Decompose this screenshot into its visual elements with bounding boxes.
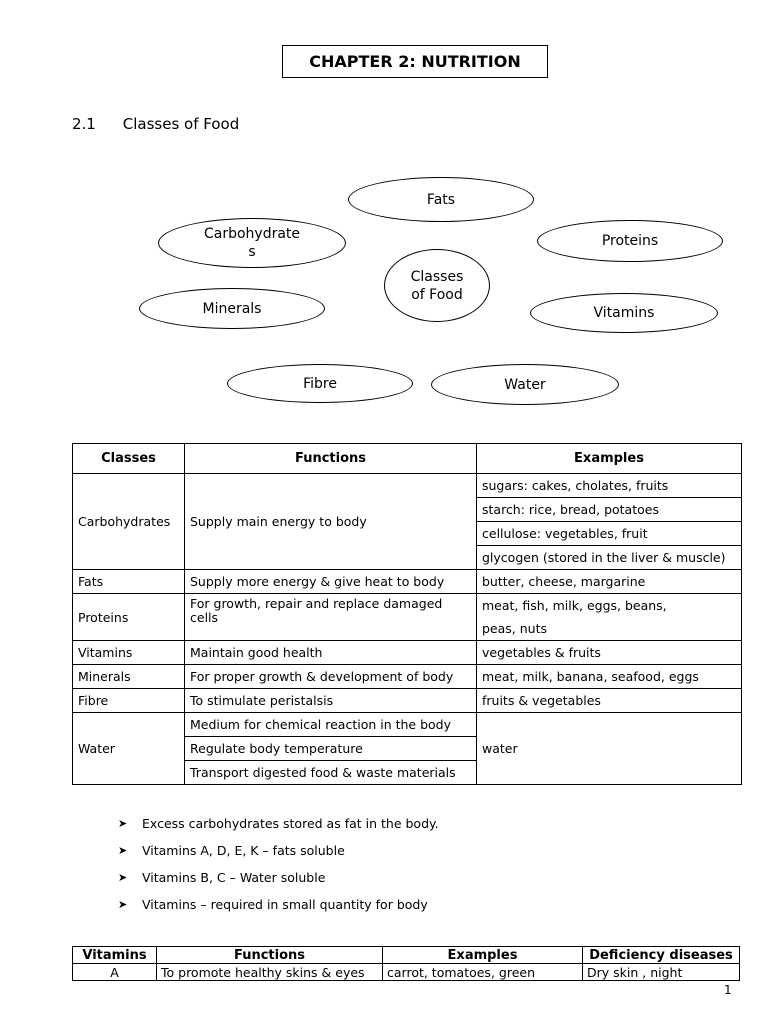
- table-header-row: [73, 947, 740, 964]
- example-cell: cellulose: vegetables, fruit: [477, 522, 742, 546]
- ellipse-fibre: [227, 364, 413, 403]
- section-title: Classes of Food: [122, 115, 240, 133]
- ellipse-fibre-label: Fibre: [303, 375, 337, 392]
- ellipse-carbohydrates-line2: s: [248, 244, 256, 260]
- classes-table: [72, 443, 742, 785]
- class-cell: Carbohydrates: [73, 474, 185, 570]
- list-item: [118, 810, 439, 837]
- vitamins-table: [72, 946, 740, 981]
- ellipse-minerals-label: Minerals: [202, 300, 262, 317]
- table-header-row: [73, 444, 742, 474]
- notes-list: [118, 810, 439, 918]
- function-cell: Maintain good health: [185, 641, 477, 665]
- arrow-bullet-icon: ➤: [118, 871, 128, 884]
- ellipse-center-line2: of Food: [411, 286, 463, 303]
- list-item: [118, 891, 439, 918]
- function-cell: Transport digested food & waste materials: [185, 761, 477, 785]
- class-cell: Fats: [73, 570, 185, 594]
- note-text: Vitamins A, D, E, K – fats soluble: [142, 843, 345, 858]
- function-cell: For proper growth & development of body: [185, 665, 477, 689]
- example-cell: meat, fish, milk, eggs, beans,: [477, 594, 742, 618]
- function-cell: Supply more energy & give heat to body: [185, 570, 477, 594]
- class-cell: Minerals: [73, 665, 185, 689]
- function-cell: Supply main energy to body: [185, 474, 477, 570]
- table-row: [73, 665, 742, 689]
- class-cell: Fibre: [73, 689, 185, 713]
- example-cell: peas, nuts: [477, 617, 742, 641]
- ellipse-center: [384, 249, 490, 322]
- list-item: [118, 864, 439, 891]
- table-row: [73, 713, 742, 737]
- ellipse-proteins-label: Proteins: [601, 233, 659, 249]
- header-functions: Functions: [185, 444, 477, 474]
- example-cell: starch: rice, bread, potatoes: [477, 498, 742, 522]
- table-row: [73, 570, 742, 594]
- arrow-bullet-icon: ➤: [118, 898, 128, 911]
- note-text: Excess carbohydrates stored as fat in the body.: [142, 816, 439, 831]
- table-row: [73, 641, 742, 665]
- chapter-title: CHAPTER 2: NUTRITION: [282, 45, 548, 78]
- example-cell: fruits & vegetables: [477, 689, 742, 713]
- function-cell: To promote healthy skins & eyes: [157, 964, 383, 981]
- example-cell: vegetables & fruits: [477, 641, 742, 665]
- page-number: 1: [724, 983, 732, 997]
- example-cell: carrot, tomatoes, green: [383, 964, 583, 981]
- ellipse-carbohydrates-line1: Carbohydrate: [203, 226, 301, 242]
- ellipse-center-line1: Classes: [410, 268, 464, 285]
- ellipse-water: [431, 364, 619, 405]
- section-number: 2.1: [72, 115, 96, 133]
- header-functions: Functions: [157, 947, 383, 964]
- ellipse-minerals: [139, 288, 325, 329]
- function-cell: To stimulate peristalsis: [185, 689, 477, 713]
- ellipse-vitamins: [530, 293, 718, 333]
- header-vitamins: Vitamins: [73, 947, 157, 964]
- arrow-bullet-icon: ➤: [118, 844, 128, 857]
- class-cell: Water: [73, 713, 185, 785]
- ellipse-proteins: [537, 220, 723, 262]
- table-row: [73, 474, 742, 498]
- table-row: [73, 689, 742, 713]
- ellipse-water-label: Water: [504, 376, 546, 393]
- class-cell: Vitamins: [73, 641, 185, 665]
- example-cell: butter, cheese, margarine: [477, 570, 742, 594]
- example-cell: sugars: cakes, cholates, fruits: [477, 474, 742, 498]
- vitamin-cell: A: [73, 964, 157, 981]
- note-text: Vitamins B, C – Water soluble: [142, 870, 326, 885]
- example-cell: meat, milk, banana, seafood, eggs: [477, 665, 742, 689]
- example-cell: water: [477, 713, 742, 785]
- arrow-bullet-icon: ➤: [118, 817, 128, 830]
- ellipse-fats: [348, 177, 534, 222]
- function-cell: Medium for chemical reaction in the body: [185, 713, 477, 737]
- function-cell: For growth, repair and replace damaged cells: [185, 594, 477, 641]
- class-cell: Proteins: [73, 594, 185, 641]
- header-deficiency: Deficiency diseases: [583, 947, 740, 964]
- ellipse-vitamins-label: Vitamins: [593, 305, 655, 321]
- deficiency-cell: Dry skin , night: [583, 964, 740, 981]
- header-classes: Classes: [73, 444, 185, 474]
- example-cell: glycogen (stored in the liver & muscle): [477, 546, 742, 570]
- note-text: Vitamins – required in small quantity for body: [142, 897, 428, 912]
- section-heading: [72, 115, 239, 133]
- header-examples: Examples: [477, 444, 742, 474]
- table-row: [73, 964, 740, 981]
- ellipse-carbohydrates: [158, 218, 346, 268]
- header-examples: Examples: [383, 947, 583, 964]
- function-cell: Regulate body temperature: [185, 737, 477, 761]
- list-item: [118, 837, 439, 864]
- ellipse-fats-label: Fats: [426, 191, 456, 208]
- table-row: [73, 594, 742, 618]
